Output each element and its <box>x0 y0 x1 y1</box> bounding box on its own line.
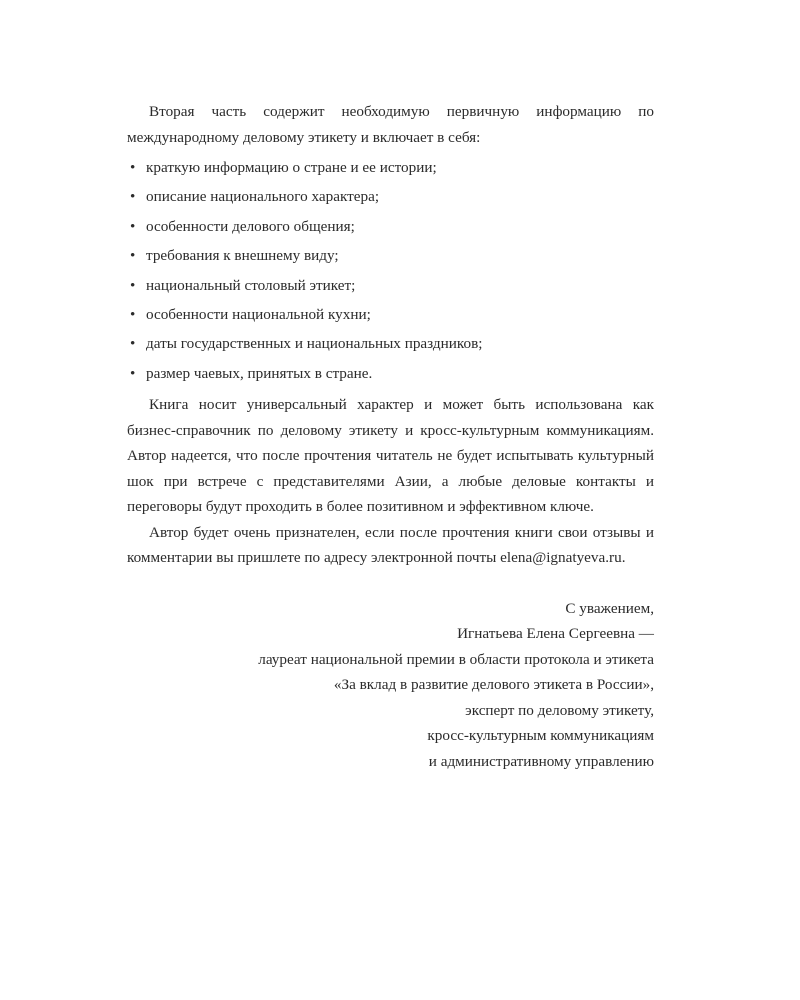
list-item: • описание национального характера; <box>127 182 654 211</box>
document-page <box>127 99 654 774</box>
bullet-icon: • <box>130 159 136 176</box>
contents-list <box>127 153 654 388</box>
signature-title-line: эксперт по деловому этикету, <box>465 701 654 719</box>
bullet-icon: • <box>130 276 136 294</box>
list-item: • требования к внешнему виду; <box>127 241 654 270</box>
bullet-icon: • <box>130 335 136 353</box>
list-item: • даты государственных и национальных праздников; <box>127 329 654 358</box>
signature-block <box>127 596 654 775</box>
list-item: • национальный столовый этикет; <box>127 271 654 300</box>
signature-title-line: лауреат национальной премии в области протокола и этикета <box>258 650 654 668</box>
bullet-icon: • <box>130 306 136 324</box>
list-item: • особенности национальной кухни; <box>127 300 654 329</box>
universal-paragraph: Книга носит универсальный характер и может быть использована как бизнес-справочник по деловому этикету и кросс-культурным коммуникациям. Автор надеется, что после прочтения читатель не будет испытывать культурный шок при встрече с представителями Азии, а любые деловые контакты и переговоры будут проходить в более позитивном и эффективном ключе. <box>127 396 654 516</box>
signature-title-line: кросс-культурным коммуникациям <box>427 727 654 745</box>
signature-title-line: и административному управлению <box>428 752 654 770</box>
signature-name: Игнатьева Елена Сергеевна — <box>457 625 654 643</box>
bullet-icon: • <box>130 217 136 235</box>
signature-greeting: С уважением, <box>565 599 654 617</box>
list-item: • особенности делового общения; <box>127 212 654 241</box>
feedback-paragraph: Автор будет очень признателен, если после прочтения книги свои отзывы и комментарии вы пришлете по адресу электронной почты elena@ignatyeva.ru. <box>127 523 654 567</box>
list-item: • краткую информацию о стране и ее истории; <box>127 153 654 182</box>
bullet-icon: • <box>130 364 136 382</box>
bullet-icon: • <box>130 188 136 206</box>
signature-title-line: «За вклад в развитие делового этикета в России», <box>333 676 654 694</box>
bullet-icon: • <box>130 247 136 265</box>
list-item: • размер чаевых, принятых в стране. <box>127 359 654 388</box>
intro-paragraph: Вторая часть содержит необходимую первичную информацию по международному деловому этикету и включает в себя: <box>127 103 654 146</box>
